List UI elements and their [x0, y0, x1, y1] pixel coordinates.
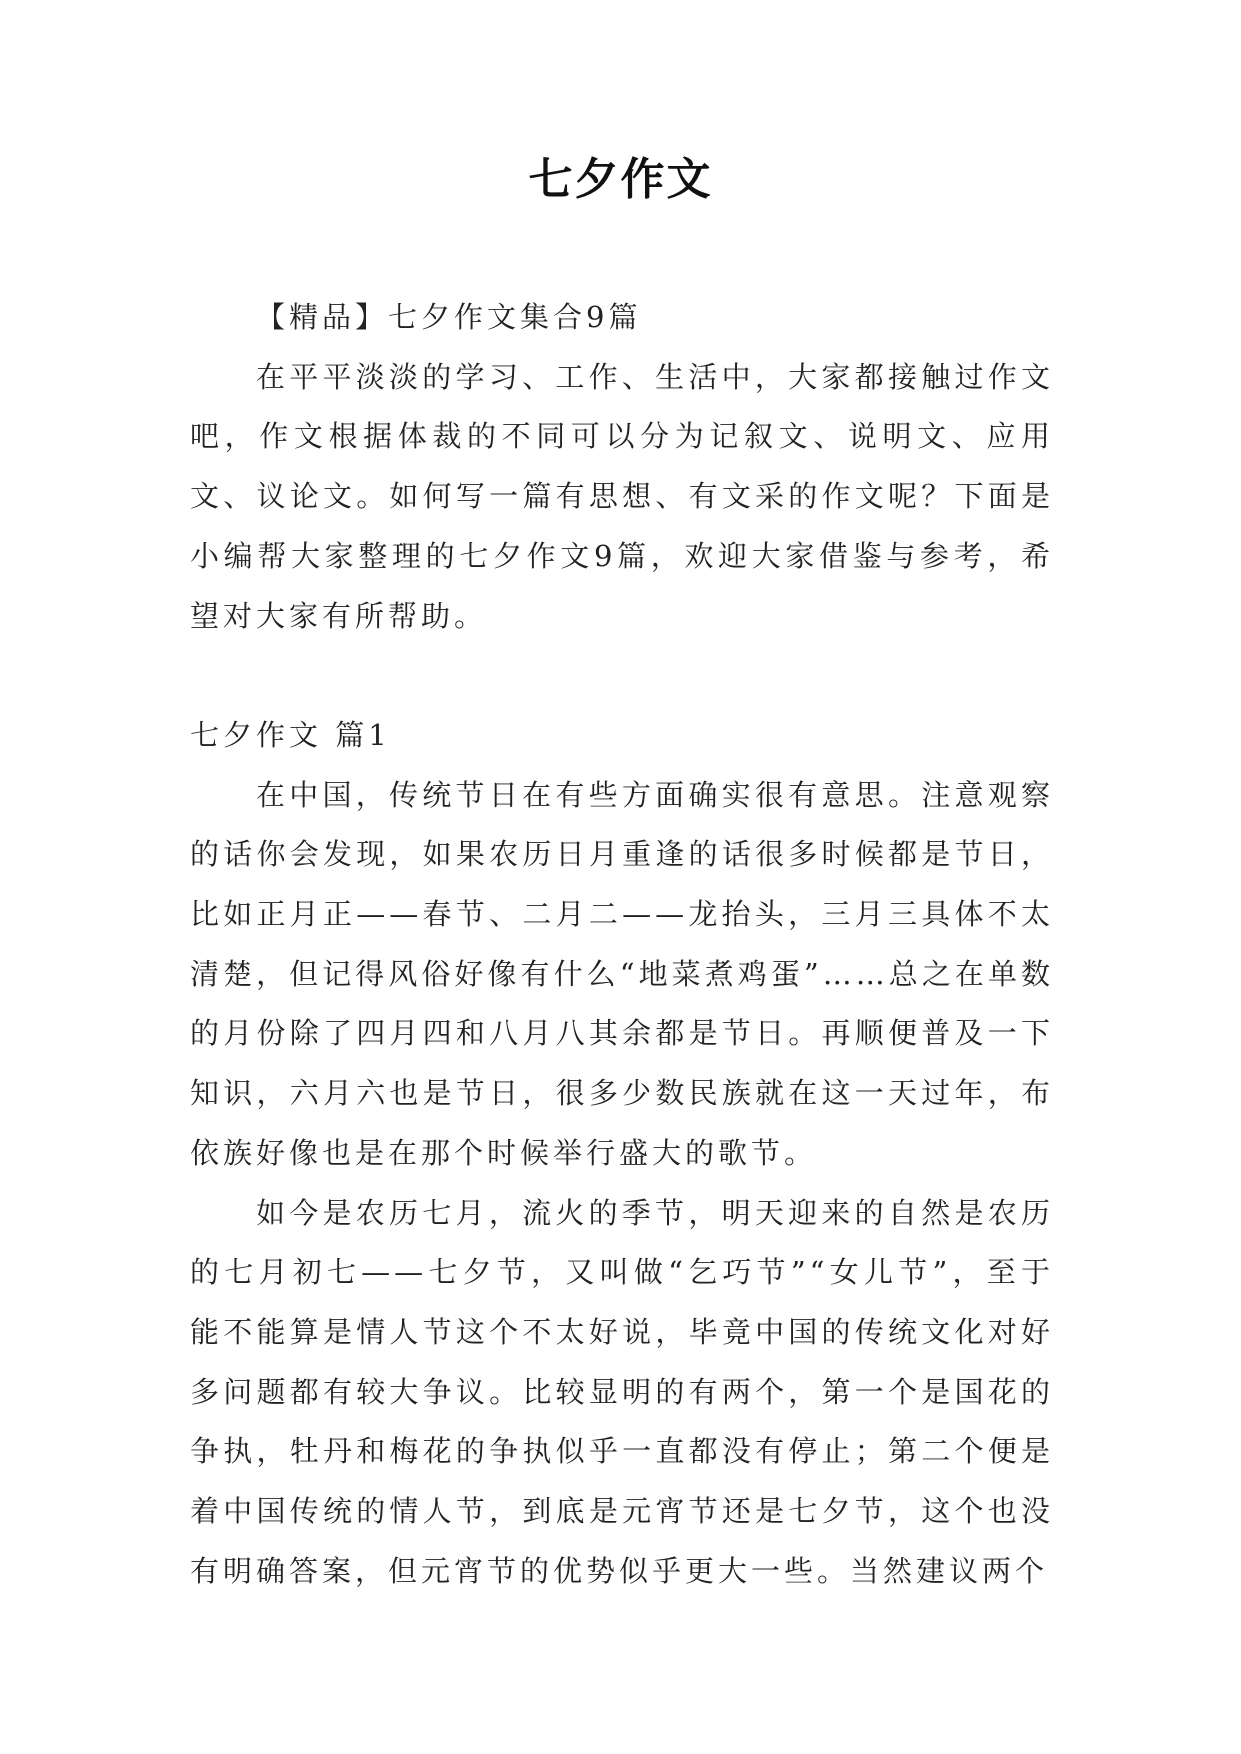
paragraph-spacer	[190, 646, 1054, 706]
section-paragraph: 如今是农历七月，流火的季节，明天迎来的自然是农历的七月初七——七夕节，又叫做“乞巧节”“女儿节”，至于能不能算是情人节这个不太好说，毕竟中国的传统文化对好多问题都有较大争议。比较显明的有两个，第一个是国花的争执，牡丹和梅花的争执似乎一直都没有停止；第二个便是着中国传统的情人节，到底是元宵节还是七夕节，这个也没有明确答案，但元宵节的优势似乎更大一些。当然建议两个	[190, 1195, 1054, 1588]
intro-paragraph: 在平平淡淡的学习、工作、生活中，大家都接触过作文吧，作文根据体裁的不同可以分为记叙文、说明文、应用文、议论文。如何写一篇有思想、有文采的作文呢？下面是小编帮大家整理的七夕作文9篇，欢迎大家借鉴与参考，希望对大家有所帮助。	[190, 359, 1054, 633]
document-body	[190, 288, 1054, 1601]
section-paragraph: 在中国，传统节日在有些方面确实很有意思。注意观察的话你会发现，如果农历日月重逢的话很多时候都是节日，比如正月正——春节、二月二——龙抬头，三月三具体不太清楚，但记得风俗好像有什么“地菜煮鸡蛋”……总之在单数的月份除了四月四和八月八其余都是节日。再顺便普及一下知识，六月六也是节日，很多少数民族就在这一天过年，布依族好像也是在那个时候举行盛大的歌节。	[190, 777, 1054, 1170]
page-title: 七夕作文	[528, 154, 713, 205]
document-subtitle: 【精品】七夕作文集合9篇	[256, 300, 642, 334]
section-heading: 七夕作文 篇1	[190, 717, 391, 752]
